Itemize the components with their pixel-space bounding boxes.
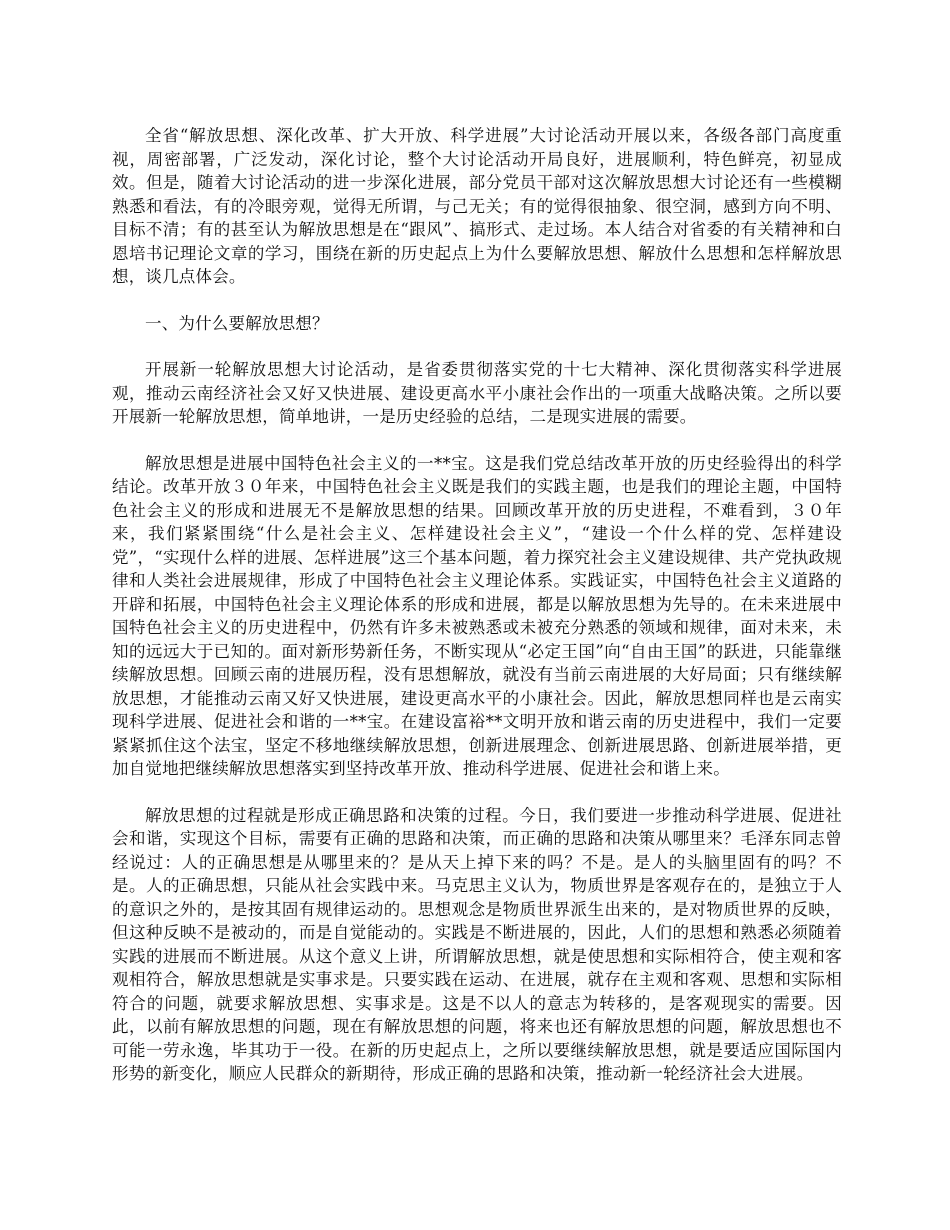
document-page <box>112 124 842 1109</box>
body-paragraph-1: 开展新一轮解放思想大讨论活动，是省委贯彻落实党的十七大精神、深化贯彻落实科学进展观，推动云南经济社会又好又快进展、建设更高水平小康社会作出的一项重大战略决策。之所以要开展新一轮解放思想，简单地讲，一是历史经验的总结，二是现实进展的需要。 <box>112 360 842 426</box>
section-heading: 一、为什么要解放思想？ <box>145 313 329 333</box>
intro-paragraph: 全省“解放思想、深化改革、扩大开放、科学进展”大讨论活动开展以来，各级各部门高度重视，周密部署，广泛发动，深化讨论，整个大讨论活动开局良好，进展顺利，特色鲜亮，初显成效。但是，随着大讨论活动的进一步深化进展，部分党员干部对这次解放思想大讨论还有一些模糊熟悉和看法，有的冷眼旁观，觉得无所谓，与己无关；有的觉得很抽象、很空洞，感到方向不明、目标不清；有的甚至认为解放思想是在“跟风”、搞形式、走过场。本人结合对省委的有关精神和白恩培书记理论文章的学习，围绕在新的历史起点上为什么要解放思想、解放什么思想和怎样解放思想，谈几点体会。 <box>112 126 842 286</box>
body-paragraph-2: 解放思想是进展中国特色社会主义的一**宝。这是我们党总结改革开放的历史经验得出的科学结论。改革开放３０年来，中国特色社会主义既是我们的实践主题，也是我们的理论主题，中国特色社会主义的形成和进展无不是解放思想的结果。回顾改革开放的历史进程，不难看到，３０年来，我们紧紧围绕“什么是社会主义、怎样建设社会主义”，“建设一个什么样的党、怎样建设党”，“实现什么样的进展、怎样进展”这三个基本问题，着力探究社会主义建设规律、共产党执政规律和人类社会进展规律，形成了中国特色社会主义理论体系。实践证实，中国特色社会主义道路的开辟和拓展，中国特色社会主义理论体系的形成和进展，都是以解放思想为先导的。在未来进展中国特色社会主义的历史进程中，仍然有许多未被熟悉或未被充分熟悉的领域和规律，面对未来，未知的远远大于已知的。面对新形势新任务，不断实现从“必定王国”向“自由王国”的跃进，只能靠继续解放思想。回顾云南的进展历程，没有思想解放，就没有当前云南进展的大好局面；只有继续解放思想，才能推动云南又好又快进展，建设更高水平的小康社会。因此，解放思想同样也是云南实现科学进展、促进社会和谐的一**宝。在建设富裕**文明开放和谐云南的历史进程中，我们一定要紧紧抓住这个法宝，坚定不移地继续解放思想，创新进展理念、创新进展思路、创新进展举措，更加自觉地把继续解放思想落实到坚持改革开放、推动科学进展、促进社会和谐上来。 <box>112 453 842 778</box>
body-paragraph-3: 解放思想的过程就是形成正确思路和决策的过程。今日，我们要进一步推动科学进展、促进社会和谐，实现这个目标，需要有正确的思路和决策，而正确的思路和决策从哪里来？毛泽东同志曾经说过：人的正确思想是从哪里来的？是从天上掉下来的吗？不是。是人的头脑里固有的吗？不是。人的正确思想，只能从社会实践中来。马克思主义认为，物质世界是客观存在的，是独立于人的意识之外的，是按其固有规律运动的。思想观念是物质世界派生出来的，是对物质世界的反映，但这种反映不是被动的，而是自觉能动的。实践是不断进展的，因此，人们的思想和熟悉必须随着实践的进展而不断进展。从这个意义上讲，所谓解放思想，就是使思想和实际相符合，使主观和客观相符合，解放思想就是实事求是。只要实践在运动、在进展，就存在主观和客观、思想和实际相符合的问题，就要求解放思想、实事求是。这是不以人的意志为转移的，是客观现实的需要。因此，以前有解放思想的问题，现在有解放思想的问题，将来也还有解放思想的问题，解放思想也不可能一劳永逸，毕其功于一役。在新的历史起点上，之所以要继续解放思想，就是要适应国际国内形势的新变化，顺应人民群众的新期待，形成正确的思路和决策，推动新一轮经济社会大进展。 <box>112 805 842 1083</box>
